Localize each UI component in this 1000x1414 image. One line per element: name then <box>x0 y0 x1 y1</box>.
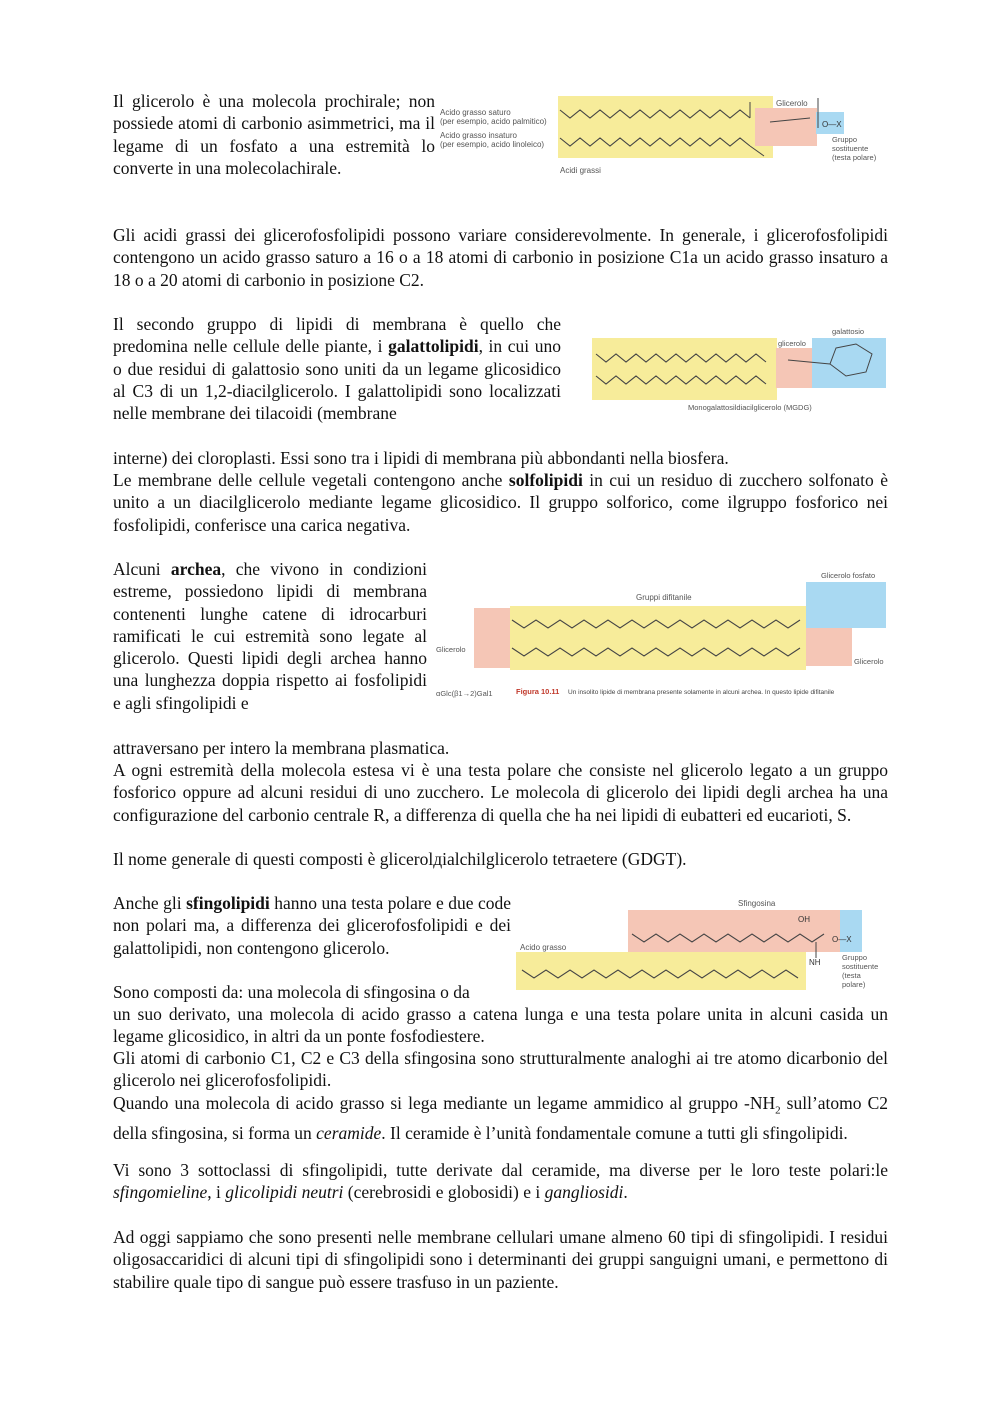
glycerol-left-region <box>474 608 510 668</box>
label-saturated: Acido grasso saturo <box>440 108 511 117</box>
atom-ox: O—X <box>822 120 842 129</box>
glycerol-region <box>776 348 812 388</box>
label-polar-end: polare) <box>842 980 866 989</box>
paragraph-composition-start: Sono composti da: una molecola di sfingosina o da <box>113 982 470 1002</box>
label-galactose: galattosio <box>832 327 865 336</box>
caption-text: Un insolito lipide di membrana presente solamente in alcuni archea. In questo lipide difitanile <box>568 689 835 696</box>
label-substituent: sostituente <box>832 144 869 153</box>
label-glycerol: Glicerolo <box>776 99 808 108</box>
label-fatty-acid: Acido grasso <box>520 943 567 952</box>
label-glycerol-left: Glicerolo <box>436 645 466 654</box>
figure-glycerophospholipid <box>440 88 890 183</box>
figure-archaea-lipid <box>436 568 888 703</box>
label-substituent: sostituente <box>842 962 879 971</box>
atom-oh: OH <box>798 915 810 924</box>
fatty-acid-region <box>592 338 777 400</box>
label-diphytanyl: Gruppi difitanile <box>636 593 692 602</box>
diphytanyl-region <box>510 606 806 670</box>
caption-mgdg: Monogalattosildiacilglicerolo (MGDG) <box>688 403 812 412</box>
paragraph-fatty-acids: Gli acidi grassi dei glicerofosfolipidi possono variare considerevolmente. In generale, i glicerofosfolipidi contengono un acido grasso saturo a 16 o a 18 atomi di carbonio in posizione C1a un acido grasso insaturo a 18 o a 20 atomi di carbonio in posizione C2. <box>113 225 888 290</box>
fatty-acid-region <box>558 96 773 158</box>
atom-ox: O—X <box>832 935 852 944</box>
paragraph-subclasses: Vi sono 3 sottoclassi di sfingolipidi, tutte derivate dal ceramide, ma diverse per le loro teste polari:le sfingomieline, i glicolipidi neutri (cerebrosidi e globosidi) e i gangliosidi. <box>113 1160 888 1203</box>
paragraph-polar-head: A ogni estremità della molecola estesa vi è una testa polare che consiste nel glicerolo legato a un gruppo fosforico oppure ad alcuni residui di uno zucchero. Le molecola di glicerolo dei lipidi degli archea ha una configurazione del carbonio centrale R, a differenza di quella che ha nei lipidi di eubatteri ed eucarioti, S. <box>113 760 888 825</box>
label-polar-head: (testa polare) <box>832 153 877 162</box>
paragraph-sulfolipids: Le membrane delle cellule vegetali contengono anche solfolipidi in cui un residuo di zucchero solfonato è unito a un diacilglicerolo mediante legame glicosidico. Il gruppo solforico, come ilgruppo fosforico nei fosfolipidi, conferisce una carica negativa. <box>113 470 889 535</box>
label-unsaturated-example: (per esempio, acido linoleico) <box>440 140 545 149</box>
fatty-acid-region <box>516 952 806 990</box>
paragraph-sphingolipids: Anche gli sfingolipidi hanno una testa polare e due code non polari ma, a differenza dei glicerofosfolipidi e dei galattolipidi, non contengono glicerolo. <box>113 893 511 958</box>
glycerol-region <box>755 108 817 146</box>
caption-figure-number: Figura 10.11 <box>516 687 560 696</box>
label-sphingosine: Sfingosina <box>738 899 776 908</box>
paragraph-ceramide: Quando una molecola di acido grasso si lega mediante un legame ammidico al gruppo $-NH_2$ sull’atomo C2 della sfingosina, si forma un ceramide. Il ceramide è l’unità fondamentale comune a tutti gli sfingolipidi. <box>113 1093 888 1143</box>
label-glycerol: glicerolo <box>778 339 806 348</box>
paragraph-glycerol-prochiral: Il glicerolo è una molecola prochirale; non possiede atomi di carbonio asimmetrici, ma il legame di un fosfato a una estremità lo converte in una molecolachirale. <box>113 91 435 178</box>
figure-mgdg <box>588 324 888 414</box>
figure-sphingolipid <box>516 896 888 992</box>
paragraph-thylakoid: interne) dei cloroplasti. Essi sono tra i lipidi di membrana più abbondanti nella biosfera. <box>113 448 729 468</box>
label-glycerol-right: Glicerolo <box>854 657 884 666</box>
paragraph-composition: un suo derivato, una molecola di acido grasso a catena lunga e una testa polare unita in alcuni casida un legame glicosidico, in altri da un ponte fosfodiestere. <box>113 1004 888 1047</box>
label-glycerol-phosphate: Glicerolo fosfato <box>821 571 876 580</box>
paragraph-blood-groups: Ad oggi sappiamo che sono presenti nelle membrane cellulari umane almeno 60 tipi di sfingolipidi. I residui oligosaccaridici di alcuni tipi di sfingolipidi sono i determinanti dei gruppi sanguigni umani, e permettono di stabilire quale tipo di sangue può essere trasfuso in un paziente. <box>113 1227 888 1292</box>
paragraph-carbon-atoms: Gli atomi di carbonio C1, C2 e C3 della sfingosina sono strutturalmente analoghi ai tre atomo dicarbonio del glicerolo nei glicerofosfolipidi. <box>113 1048 888 1091</box>
label-group: Gruppo <box>842 953 868 962</box>
paragraph-gdgt: Il nome generale di questi composti è glicerolдialchilglicerolo tetraetere (GDGT). <box>113 849 687 869</box>
label-unsaturated: Acido grasso insaturo <box>440 131 517 140</box>
label-saturated-example: (per esempio, acido palmitico) <box>440 117 547 126</box>
label-group: Gruppo <box>832 135 858 144</box>
paragraph-archaea: Alcuni archea, che vivono in condizioni estreme, possiedono lipidi di membrana contenenti lunghe catene di idrocarburi ramificati le cui estremità sono legate al glicerolo. Questi lipidi degli archea hanno una lunghezza doppia rispetto ai fosfolipidi e agli sfingolipidi e <box>113 559 427 713</box>
label-fatty-acids: Acidi grassi <box>560 166 601 175</box>
paragraph-galactolipids: Il secondo gruppo di lipidi di membrana è quello che predomina nelle cellule delle piante, i galattolipidi, in cui uno o due residui di galattosio sono uniti da un legame glicosidico al C3 di un 1,2-diacilglicerolo. I galattolipidi sono localizzati nelle membrane dei tilacoidi (membrane <box>113 314 561 424</box>
label-sugar: αGlc(β1→2)Gal1 <box>436 689 493 698</box>
glycerol-phosphate-region <box>806 582 886 628</box>
paragraph-traverse-membrane: attraversano per intero la membrana plasmatica. <box>113 738 450 758</box>
polar-head-region <box>840 910 862 952</box>
label-polar: (testa <box>842 971 861 980</box>
atom-nh: NH <box>809 958 821 967</box>
